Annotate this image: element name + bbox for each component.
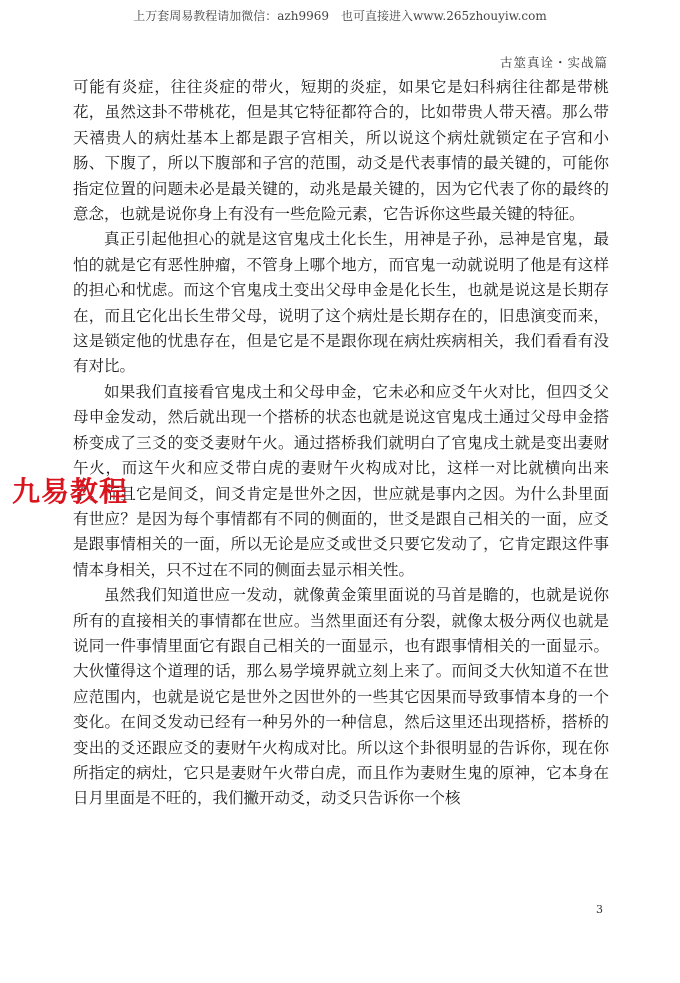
running-head: 古筮真诠・实战篇 — [499, 55, 608, 70]
body-text — [73, 75, 609, 812]
paragraph-3: 如果我们直接看官鬼戌土和父母申金，它未必和应爻午火对比，但四爻父母申金发动，然后就出现一个搭桥的状态也就是说这官鬼戌土通过父母申金搭桥变成了三爻的变爻妻财午火。通过搭桥我们就明白了官鬼戌土就是变出妻财午火，而这午火和应爻带白虎的妻财午火构成对比，这样一对比就横向出来了。而且它是间爻，间爻肯定是世外之因，世应就是事内之因。为什么卦里面有世应？是因为每个事情都有不同的侧面的，世爻是跟自己相关的一面，应爻是跟事情相关的一面，所以无论是应爻或世爻只要它发动了，它肯定跟这件事情本身相关，只不过在不同的侧面去显示相关性。 — [73, 382, 609, 579]
paragraph-2: 真正引起他担心的就是这官鬼戌土化长生，用神是子孙，忌神是官鬼，最怕的就是它有恶性肿瘤，不管身上哪个地方，而官鬼一动就说明了他是有这样的担心和忧虑。而这个官鬼戌土变出父母申金是化长生，也就是说这是长期存在，而且它化出长生带父母，说明了这个病灶是长期存在的，旧患演变而来，这是锁定他的忧患存在，但是它是不是跟你现在病灶疾病相关，我们看看有没有对比。 — [73, 230, 609, 376]
paragraph-1: 可能有炎症，往往炎症的带火，短期的炎症，如果它是妇科病往往都是带桃花，虽然这卦不带桃花，但是其它特征都符合的，比如带贵人带天禧。那么带天禧贵人的病灶基本上都是跟子宫相关，所以说这个病灶就锁定在子宫和小肠、下腹了，所以下腹部和子宫的范围，动爻是代表事情的最关键的，可能你指定位置的问题未必是最关键的，动兆是最关键的，因为它代表了你的最终的意念，也就是说你身上有没有一些危险元素，它告诉你这些最关键的特征。 — [73, 78, 609, 224]
watermark-logo: 九易教程 — [12, 475, 129, 508]
paragraph-4: 虽然我们知道世应一发动，就像黄金策里面说的马首是瞻的，也就是说你所有的直接相关的事情都在世应。当然里面还有分裂，就像太极分两仪也就是说同一件事情里面它有跟自己相关的一面显示，也有跟事情相关的一面显示。大伙懂得这个道理的话，那么易学境界就立刻上来了。而间爻大伙知道不在世应范围内，也就是说它是世外之因世外的一些其它因果而导致事情本身的一个变化。在间爻发动已经有一种另外的一种信息，然后这里还出现搭桥，搭桥的变出的爻还跟应爻的妻财午火构成对比。所以这个卦很明显的告诉你，现在你所指定的病灶，它只是妻财午火带白虎，而且作为妻财生鬼的原神，它本身在日月里面是不旺的，我们撇开动爻，动爻只告诉你一个核 — [73, 586, 609, 808]
page-number: 3 — [596, 903, 603, 916]
top-banner: 上万套周易教程请加微信：azh9969 也可直接进入www.265zhouyiw.com — [133, 9, 547, 23]
